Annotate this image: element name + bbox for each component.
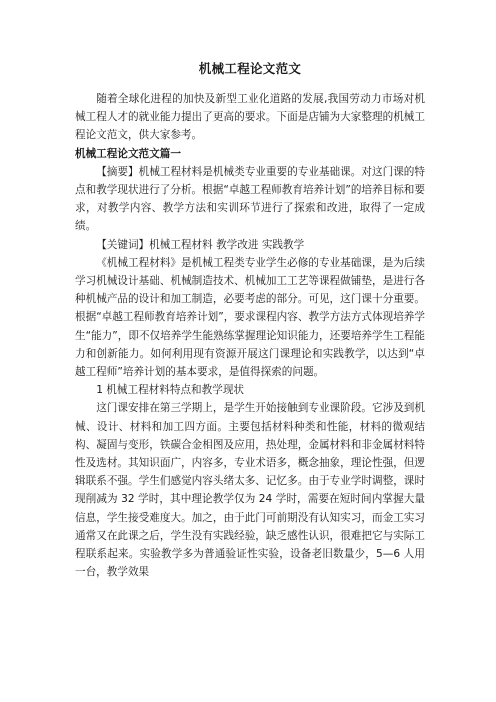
body-paragraph-1: 《机械工程材料》是机械工程类专业学生必修的专业基础课，是为后续学习机械设计基础、机械制造技术、机械加工工艺等课程做铺垫，是进行各种机械产品的设计和加工制造，必要考虑的部分。可见，这门课十分重要。根据“卓越工程师教育培养计划”，要求课程内容、教学方法方式体现培养学生“能力”，即不仅培养学生能熟练掌握理论知识能力，还要培养学生工程能力和创新能力。如何利用现有资源开展这门课理论和实践教学，以达到“卓越工程师”培养计划的基本要求，是值得探索的问题。 — [75, 256, 425, 379]
intro-paragraph: 随着全球化进程的加快及新型工业化道路的发展,我国劳动力市场对机械工程人才的就业能力提出了更高的要求。下面是店铺为大家整理的机械工程论文范文，供大家参考。 — [75, 93, 425, 142]
document-title: 机械工程论文范文 — [198, 61, 302, 76]
abstract-paragraph: 【摘要】机械工程材料是机械类专业重要的专业基础课。对这门课的特点和教学现状进行了分析。根据“卓越工程师教育培养计划”的培养目标和要求，对教学内容、教学方法和实训环节进行了探索和改进，取得了一定成绩。 — [75, 165, 425, 233]
document-page — [75, 60, 425, 581]
subsection-heading: 1 机械工程材料特点和教学现状 — [96, 384, 245, 397]
section-heading: 机械工程论文范文篇一 — [75, 147, 181, 160]
keywords-paragraph: 【关键词】机械工程材料 教学改进 实践教学 — [96, 238, 305, 251]
body-paragraph-2: 这门课安排在第三学期上，是学生开始接触到专业课阶段。它涉及到机械、设计、材料和加工四方面。主要包括材料种类和性能，材料的微观结构、凝固与变形，铁碳合金相图及应用，热处理，金属材料和非金属材料特性及选材。其知识面广，内容多，专业术语多，概念抽象，理论性强，但逻辑联系不强。学生们感觉内容头绪太多、记忆多。由于专业学时调整，课时现削减为 32 学时，其中理论教学仅为 24 学时，需要在短时间内掌握大量信息，学生接受难度大。加之，由于此门可前期没有认知实习，而金工实习通常又在此课之后，学生没有实践经验，缺乏感性认识，很难把它与实际工程联系起来。实验教学多为普通验证性实验，设备老旧数量少，5—6 人用一台，教学效果 — [75, 402, 425, 579]
